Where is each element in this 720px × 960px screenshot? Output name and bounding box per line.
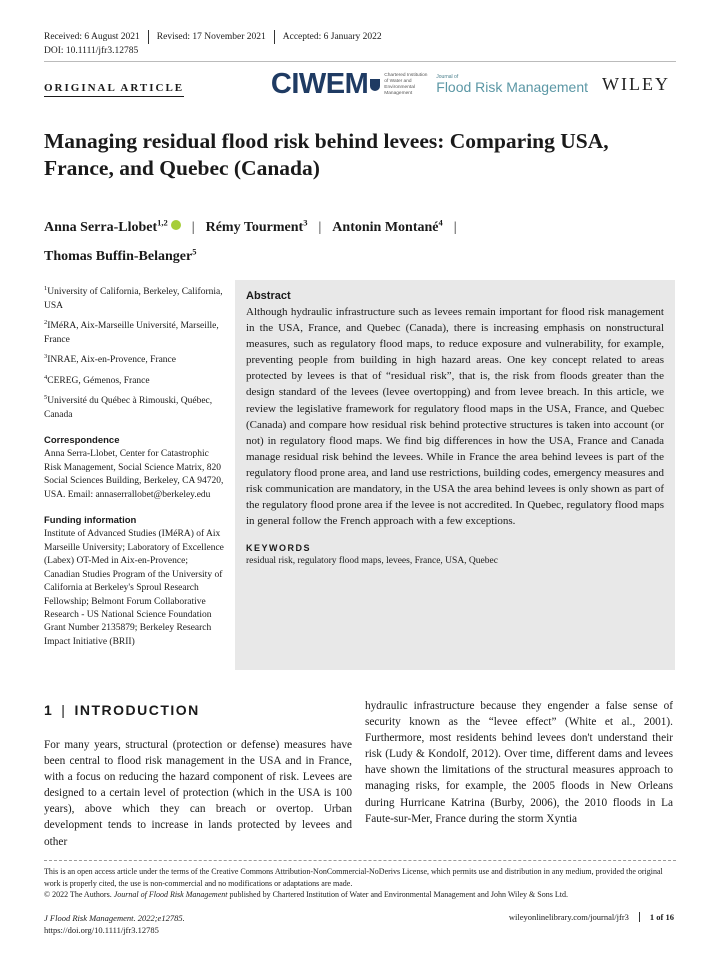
- journal-site-link[interactable]: wileyonlinelibrary.com/journal/jfr3: [508, 912, 629, 922]
- funding-text: Institute of Advanced Studies (IMéRA) of Aix Marseille University; Laboratory of Excellence (Labex) OT-Med in Aix-en-Provence; Canadian Studies Program of the University of California at Berkeley's Sproul Research Fellowship; Belmont Forum Collaborative Research - US National Science Foundation Grant Number 2135879; Berkeley Research Impact Initiative (BRII): [44, 529, 224, 647]
- author-name: Rémy Tourment: [205, 219, 304, 235]
- copyright-prefix: © 2022 The Authors.: [44, 890, 112, 899]
- affiliation-marker: 5: [44, 394, 48, 402]
- license-text: This is an open access article under the terms of the Creative Commons Attribution-NonCommercial-NoDerivs License, which permits use and distribution in any medium, provided the original work is properly cited, the use is non-commercial and no modifications or adaptations are made.: [44, 867, 663, 888]
- section-number: 1: [44, 702, 54, 718]
- wiley-logo: WILEY: [602, 74, 670, 94]
- author-separator: |: [318, 219, 322, 235]
- section-title: INTRODUCTION: [74, 702, 200, 718]
- accepted-date: Accepted: 6 January 2022: [274, 30, 390, 44]
- affiliation-text: IMéRA, Aix-Marseille Université, Marseille, France: [44, 321, 219, 345]
- section-separator: |: [61, 702, 67, 718]
- publisher-branding: [271, 68, 670, 101]
- funding-heading: Funding information: [44, 515, 137, 527]
- author-affiliation-marker: 3: [303, 217, 308, 227]
- abstract-box: [235, 280, 675, 670]
- copyright-line: [44, 889, 676, 901]
- ciwem-logo: [271, 68, 384, 101]
- footer-right: [509, 912, 674, 922]
- received-date: Received: 6 August 2021: [44, 32, 140, 42]
- author-affiliation-marker: 5: [192, 246, 197, 257]
- affiliation: [44, 391, 224, 422]
- article-type: ORIGINAL ARTICLE: [44, 82, 184, 97]
- affiliation-text: INRAE, Aix-en-Provence, France: [47, 355, 176, 366]
- affiliation: [44, 282, 224, 313]
- doi[interactable]: DOI: 10.1111/jfr3.12785: [44, 46, 139, 56]
- abstract-text: Although hydraulic infrastructure such as levees remain important for flood risk management in the USA, France, and Quebec (Canada), there is increasing emphasis on nonstructural measures, such as regulatory flood maps, to reduce exposure and vulnerability, for example, preventing people from building in high hazard areas. One key concept related to areas protected by levees is that of “residual risk”, that is, the risk from floods greater than the design standard of the levees (levee overtopping) and from levee breach. In this article, we review the legislative framework for regulatory flood maps in the USA, France, and Quebec (Canada) and compare how residual risk behind protective structures is taken into account (or not) in regulatory flood maps. We find big differences in how the USA, France and Canada manage residual risk behind the levees. While in France the area behind levees is part of the regulatory flood prone area, and land use restrictions, building codes, emergency measures and risk communication are mandatory, in the USA the area behind levees is only shown as part of the regulatory flood prone area if the levee is not accredited. In Quebec, regulatory flood maps in general follow the French approach with a few exceptions.: [246, 306, 664, 528]
- author-separator: |: [191, 219, 195, 235]
- affiliation-text: University of California, Berkeley, California, USA: [44, 287, 223, 311]
- author-affiliation-marker: 1,2: [157, 217, 168, 227]
- author-name: Thomas Buffin-Belanger: [44, 249, 193, 265]
- author-name: Antonin Montané: [332, 219, 439, 235]
- author[interactable]: [205, 217, 308, 235]
- article-sidebar: [44, 282, 224, 649]
- correspondence-text: Anna Serra-Llobet, Center for Catastrophic Risk Management, Social Science Matrix, 820 Social Sciences Building, Berkeley, CA 94720, USA. Email: annaserrallobet@berkeley.edu: [44, 449, 224, 500]
- section-heading: [44, 702, 200, 718]
- body-column-right: hydraulic infrastructure because they engender a false sense of security known as the “levee effect” (White et al., 2001). Furthermore, most residents behind levees don't understand their risk (Ludy & Kondolf, 2012). Over time, different dams and levees have shown the limitations of the structural measures approach to managing risks, for example, the 2005 floods in New Orleans during Hurricane Katrina (Burby, 2006), the 2010 floods in La Faute-sur-Mer, France during the storm Xyntia: [365, 700, 673, 825]
- ciwem-subtitle: Chartered Institution of Water and Environmental Management: [384, 72, 428, 96]
- article-title: Managing residual flood risk behind levees: Comparing USA, France, and Quebec (Canada): [44, 129, 609, 180]
- affiliation-marker: 4: [44, 373, 48, 381]
- abstract-heading: Abstract: [246, 290, 291, 302]
- orcid-icon[interactable]: [171, 220, 181, 230]
- affiliation: [44, 316, 224, 347]
- header-divider: [44, 61, 676, 62]
- citation: [44, 912, 185, 924]
- ciwem-badge-icon: [370, 79, 380, 91]
- license-notice: [44, 866, 676, 901]
- correspondence-heading: Correspondence: [44, 435, 120, 447]
- copyright-suffix: published by Chartered Institution of Water and Environmental Management and John Wiley & Sons Ltd.: [229, 890, 568, 899]
- citation-text: J Flood Risk Management. 2022;e12785.: [44, 913, 185, 923]
- affiliation-marker: 3: [44, 352, 48, 360]
- author-list: [44, 210, 684, 269]
- author-name: Anna Serra-Llobet: [44, 219, 158, 235]
- author[interactable]: [44, 246, 197, 265]
- ciwem-logo-text: CIWEM: [270, 68, 369, 100]
- revised-date: Revised: 17 November 2021: [148, 30, 274, 44]
- affiliation-text: Université du Québec à Rimouski, Québec, Canada: [44, 396, 213, 420]
- affiliation-marker: 2: [44, 318, 48, 326]
- doi-link[interactable]: https://doi.org/10.1111/jfr3.12785: [44, 925, 159, 935]
- affiliation: [44, 350, 224, 368]
- journal-of-label: Journal of: [436, 73, 459, 80]
- author-separator: |: [453, 219, 457, 235]
- submission-dates: [44, 30, 390, 44]
- keywords-list: residual risk, regulatory flood maps, levees, France, USA, Quebec: [246, 556, 498, 567]
- journal-name: Flood Risk Management: [436, 78, 589, 95]
- footnote-divider: [44, 860, 676, 861]
- keywords-heading: KEYWORDS: [246, 543, 312, 554]
- author-affiliation-marker: 4: [438, 217, 443, 227]
- copyright-journal: Journal of Flood Risk Management: [113, 890, 228, 899]
- footer-citation: [44, 912, 185, 936]
- author[interactable]: [44, 217, 181, 235]
- affiliation-marker: 1: [44, 285, 48, 292]
- body-column-left: For many years, structural (protection or defense) measures have been central to flood risk management in the USA and in France, with a focus on reducing the hazard component of risk. Levees are designed to a certain level of protection (which in the USA is 100 years), above which they can breach or overtop. Urban development tends to increase in lands protected by levees and other: [44, 739, 352, 848]
- affiliation-text: CEREG, Gémenos, France: [47, 375, 150, 386]
- journal-logo: [436, 75, 588, 95]
- author[interactable]: [332, 217, 443, 235]
- affiliation: [44, 371, 224, 389]
- page-number: 1 of 16: [639, 912, 674, 922]
